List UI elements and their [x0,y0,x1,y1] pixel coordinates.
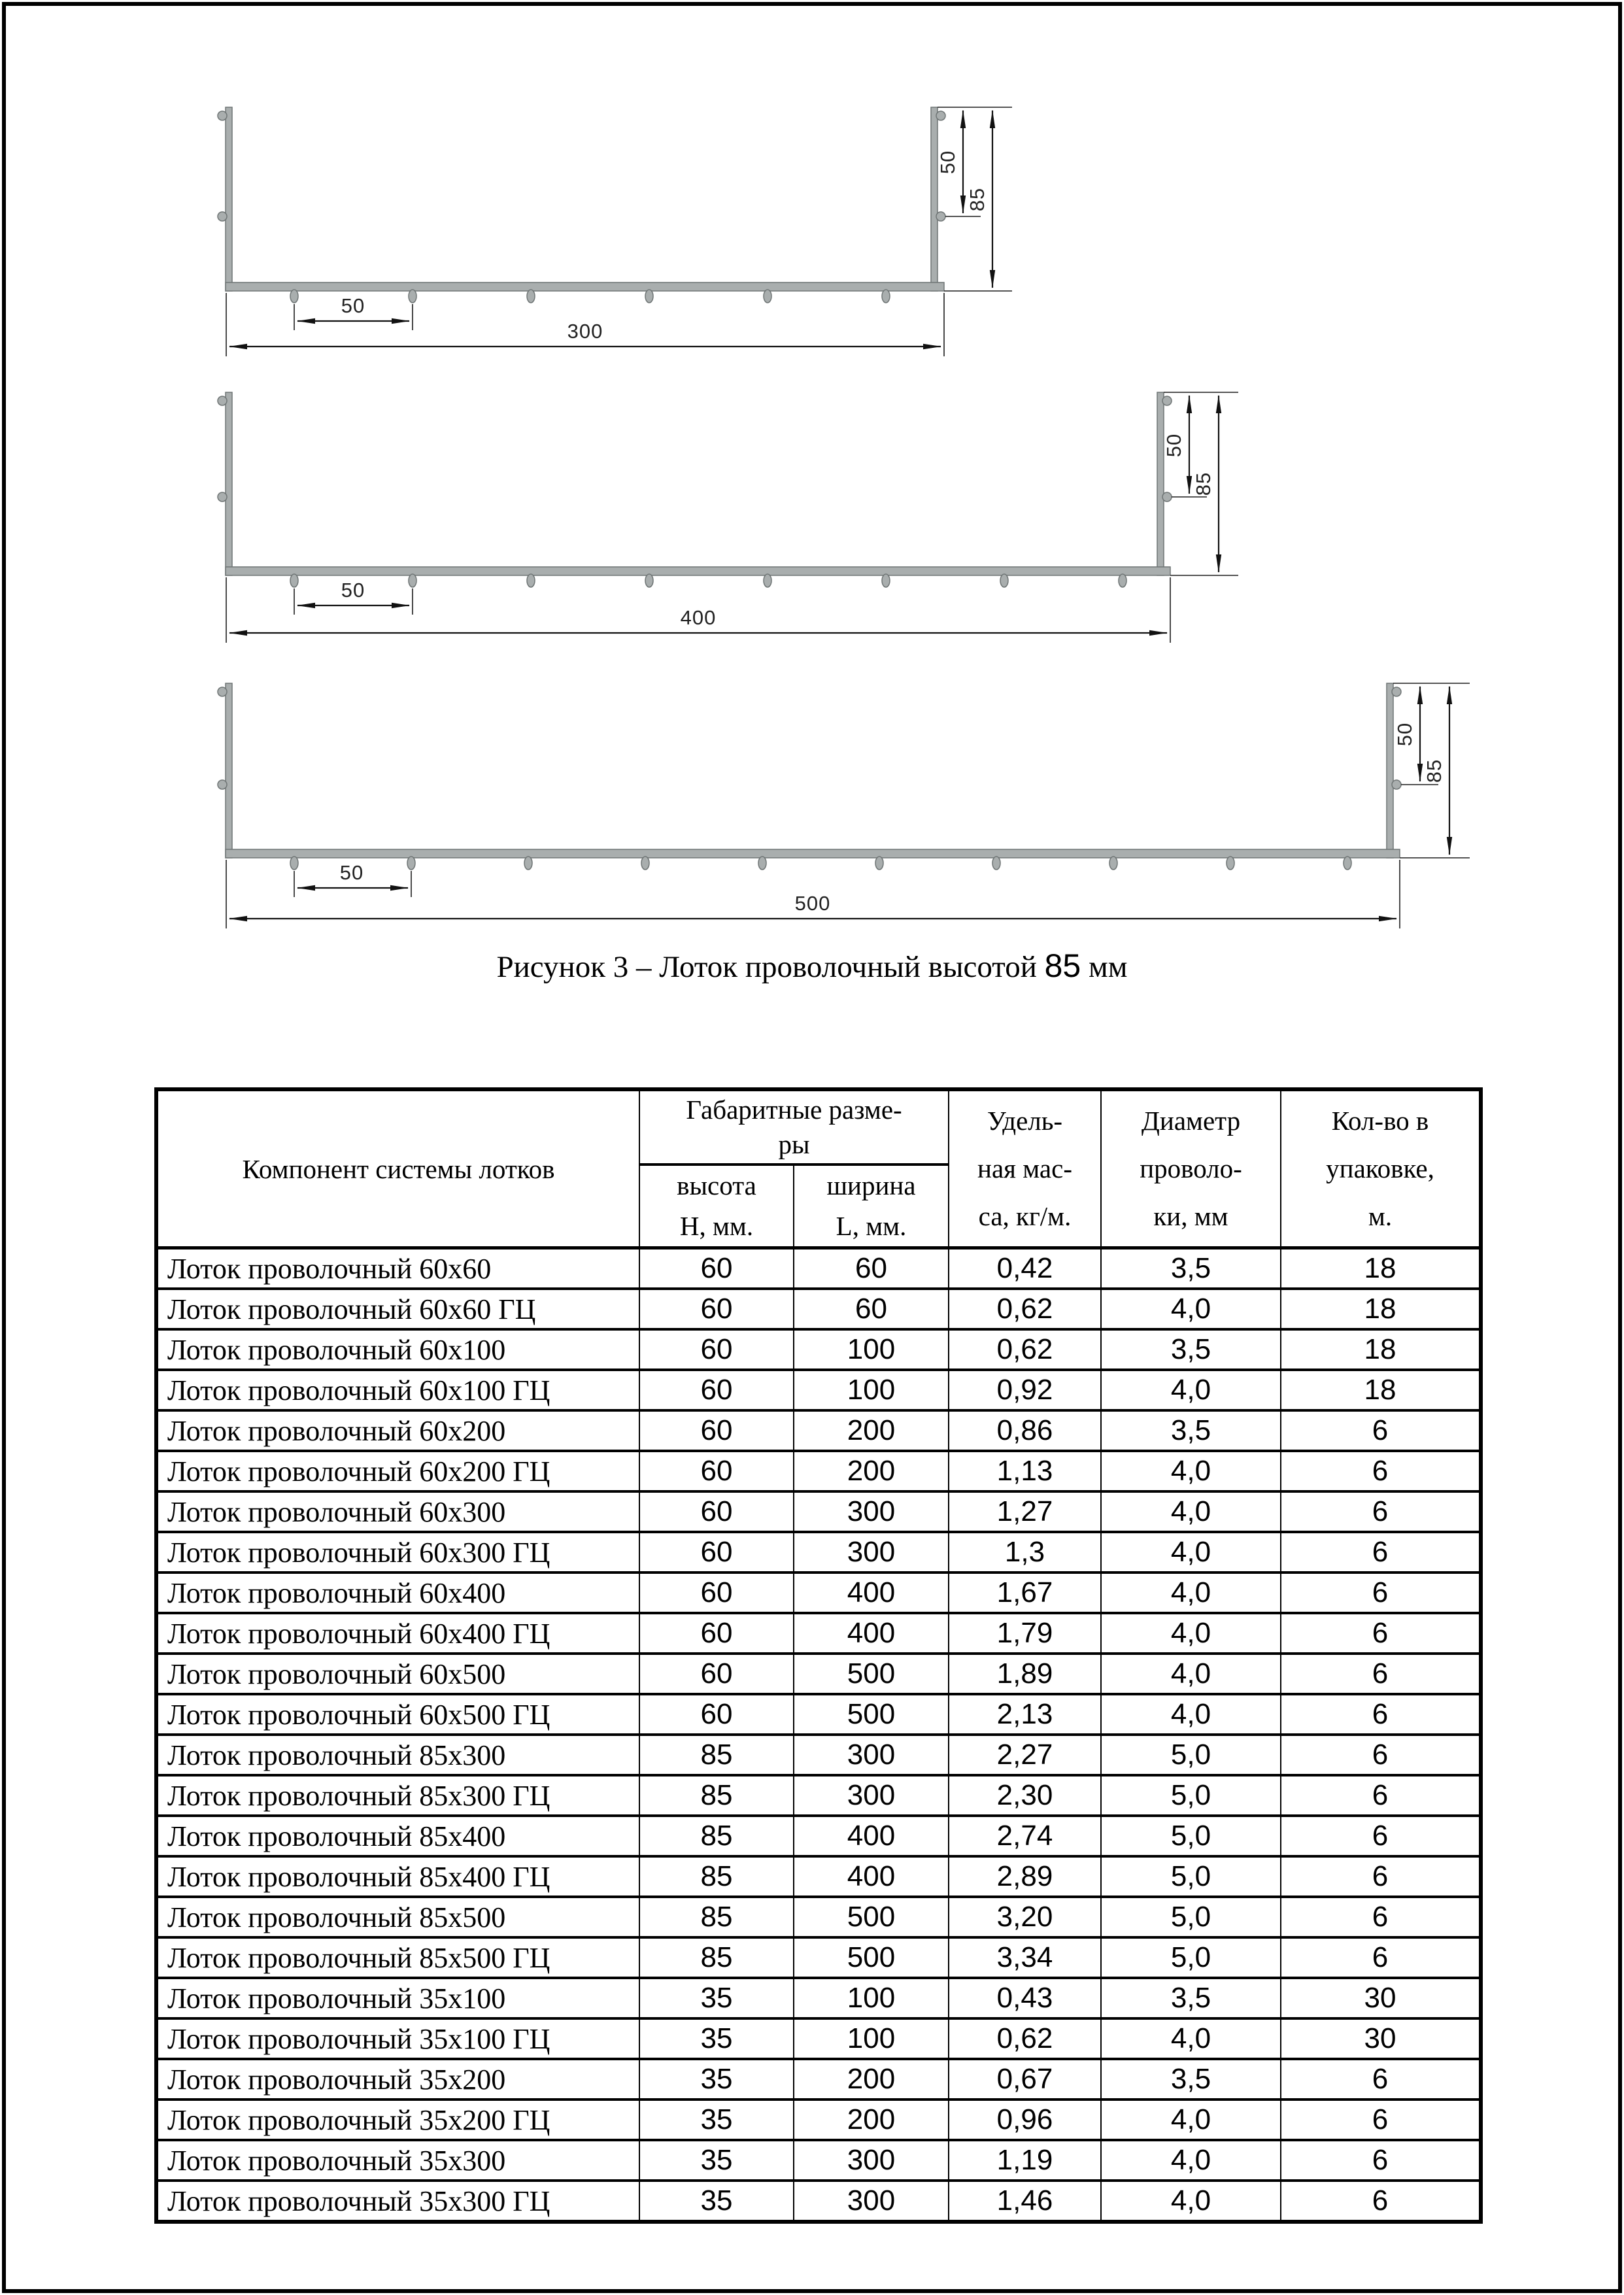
mass-value: 2,13 [949,1694,1101,1735]
width-value: 500 [794,1937,949,1978]
width-value: 200 [794,2100,949,2140]
header-mass [949,1089,1101,1248]
dim-label-height-85: 85 [1192,471,1215,496]
mass-value: 1,89 [949,1654,1101,1694]
diameter-value: 4,0 [1101,1370,1281,1410]
mass-value: 0,42 [949,1248,1101,1289]
figure-drawings [0,0,1624,955]
package-value: 6 [1281,2140,1481,2181]
package-value: 6 [1281,1897,1481,1937]
diameter-value: 5,0 [1101,1816,1281,1856]
table-row [156,1775,1481,1816]
header-width [794,1164,949,1248]
width-value: 200 [794,1410,949,1451]
height-value: 60 [639,1654,794,1694]
dim-label-upper-50: 50 [1162,433,1185,458]
component-name: Лоток проволочный 35х100 [156,1978,639,2018]
header-line: Удель- [987,1106,1063,1136]
width-value: 60 [794,1289,949,1329]
table-row [156,1978,1481,2018]
header-line: м. [1368,1200,1393,1231]
package-value: 6 [1281,1816,1481,1856]
header-line: ная мас- [977,1153,1072,1184]
component-name: Лоток проволочный 35х300 ГЦ [156,2181,639,2222]
table-row [156,1248,1481,1289]
height-value: 60 [639,1410,794,1451]
table-row [156,1937,1481,1978]
height-value: 60 [639,1451,794,1491]
header-package-qty [1281,1089,1481,1248]
table-row [156,2018,1481,2059]
package-value: 18 [1281,1370,1481,1410]
header-line: высота [677,1170,756,1200]
diameter-value: 4,0 [1101,1289,1281,1329]
component-name: Лоток проволочный 85х500 [156,1897,639,1937]
tray-drawing-400 [218,392,1238,643]
diameter-value: 4,0 [1101,1654,1281,1694]
height-value: 60 [639,1491,794,1532]
wire-hooks [218,687,1401,789]
mass-value: 1,27 [949,1491,1101,1532]
dim-label-width-400: 400 [680,606,717,629]
component-name: Лоток проволочный 35х300 [156,2140,639,2181]
diameter-value: 3,5 [1101,1248,1281,1289]
diameter-value: 3,5 [1101,1410,1281,1451]
tray-cross-section [218,392,1172,587]
height-value: 85 [639,1937,794,1978]
width-value: 500 [794,1897,949,1937]
component-name: Лоток проволочный 60х500 [156,1654,639,1694]
table-row [156,2181,1481,2222]
table-row [156,2059,1481,2100]
header-line: проволо- [1140,1153,1242,1184]
dim-label-height-85: 85 [966,187,989,212]
tray-left-wall [226,392,232,575]
package-value: 6 [1281,1532,1481,1572]
dim-label-upper-50: 50 [936,150,959,175]
height-value: 60 [639,1289,794,1329]
table-body [156,1248,1481,2222]
header-line: ширина [826,1170,916,1200]
header-line: ры [778,1129,810,1159]
tray-right-wall [1387,683,1393,858]
mass-value: 1,46 [949,2181,1101,2222]
diameter-value: 3,5 [1101,1329,1281,1370]
component-name: Лоток проволочный 85х300 ГЦ [156,1775,639,1816]
table-row [156,1410,1481,1451]
caption-text: Рисунок 3 – Лоток проволочный высотой [496,950,1045,984]
package-value: 6 [1281,1937,1481,1978]
mass-value: 0,92 [949,1370,1101,1410]
diameter-value: 4,0 [1101,2181,1281,2222]
width-value: 200 [794,2059,949,2100]
package-value: 18 [1281,1248,1481,1289]
diameter-value: 4,0 [1101,1451,1281,1491]
header-wire-diameter [1101,1089,1281,1248]
extension-lines [226,683,1470,928]
header-line: Кол-во в [1331,1106,1429,1136]
tray-right-wall [1157,392,1164,575]
diameter-value: 3,5 [1101,1978,1281,2018]
header-line: L, мм. [836,1210,907,1241]
width-value: 300 [794,2181,949,2222]
width-value: 500 [794,1654,949,1694]
package-value: 6 [1281,1654,1481,1694]
mass-value: 1,19 [949,2140,1101,2181]
width-value: 100 [794,1329,949,1370]
mass-value: 0,43 [949,1978,1101,2018]
wire-hooks [218,111,945,221]
width-value: 300 [794,1735,949,1775]
diameter-value: 4,0 [1101,1532,1281,1572]
mass-value: 0,67 [949,2059,1101,2100]
width-value: 300 [794,2140,949,2181]
component-name: Лоток проволочный 60х60 [156,1248,639,1289]
height-value: 60 [639,1572,794,1613]
header-line: ки, мм [1153,1200,1228,1231]
dim-label-pitch-50: 50 [341,294,365,317]
dim-label-pitch-50: 50 [341,579,365,602]
package-value: 6 [1281,1410,1481,1451]
diameter-value: 3,5 [1101,2059,1281,2100]
table-row [156,1816,1481,1856]
width-value: 400 [794,1856,949,1897]
component-name: Лоток проволочный 85х400 [156,1816,639,1856]
diameter-value: 4,0 [1101,2018,1281,2059]
mass-value: 0,62 [949,1329,1101,1370]
height-value: 85 [639,1775,794,1816]
table-header [156,1089,1481,1248]
height-value: 35 [639,2059,794,2100]
package-value: 6 [1281,1856,1481,1897]
tray-drawing-300 [218,107,1012,356]
table-row [156,1654,1481,1694]
tray-cross-section [218,683,1401,870]
header-line: H, мм. [679,1210,754,1241]
height-value: 85 [639,1735,794,1775]
dim-label-upper-50: 50 [1393,722,1416,747]
caption-number: 85 [1044,947,1081,984]
height-value: 85 [639,1897,794,1937]
diameter-value: 5,0 [1101,1735,1281,1775]
height-value: 35 [639,2140,794,2181]
tray-cross-section [218,107,945,303]
height-value: 60 [639,1694,794,1735]
dim-label-height-85: 85 [1423,758,1446,783]
width-value: 400 [794,1572,949,1613]
package-value: 6 [1281,1694,1481,1735]
width-value: 400 [794,1613,949,1654]
package-value: 6 [1281,1451,1481,1491]
mass-value: 0,62 [949,1289,1101,1329]
package-value: 6 [1281,2100,1481,2140]
height-value: 60 [639,1370,794,1410]
mass-value: 0,62 [949,2018,1101,2059]
table-row [156,1451,1481,1491]
mass-value: 1,67 [949,1572,1101,1613]
tray-right-wall [931,107,938,291]
header-component: Компонент системы лотков [156,1089,639,1248]
table-row [156,1613,1481,1654]
tray-left-wall [226,683,232,858]
component-name: Лоток проволочный 85х500 ГЦ [156,1937,639,1978]
component-name: Лоток проволочный 60х300 ГЦ [156,1532,639,1572]
dimension-lines [229,396,1219,633]
height-value: 60 [639,1329,794,1370]
wire-bumps [290,857,1351,870]
width-value: 500 [794,1694,949,1735]
component-name: Лоток проволочный 60х200 [156,1410,639,1451]
diameter-value: 4,0 [1101,1613,1281,1654]
mass-value: 3,34 [949,1937,1101,1978]
package-value: 6 [1281,1775,1481,1816]
dimension-lines [229,687,1449,919]
diameter-value: 5,0 [1101,1775,1281,1816]
header-line: Диаметр [1141,1106,1241,1136]
height-value: 35 [639,2181,794,2222]
diameter-value: 4,0 [1101,1572,1281,1613]
table-row [156,1897,1481,1937]
component-name: Лоток проволочный 85х400 ГЦ [156,1856,639,1897]
component-name: Лоток проволочный 85х300 [156,1735,639,1775]
package-value: 6 [1281,2181,1481,2222]
wire-bumps [290,574,1126,587]
package-value: 6 [1281,1491,1481,1532]
package-value: 6 [1281,1735,1481,1775]
diameter-value: 5,0 [1101,1856,1281,1897]
package-value: 6 [1281,1572,1481,1613]
width-value: 300 [794,1491,949,1532]
mass-value: 1,79 [949,1613,1101,1654]
header-line: Габаритные разме- [686,1094,902,1125]
spec-table [154,1087,1483,2224]
table-row [156,2100,1481,2140]
wire-hooks [218,396,1172,502]
mass-value: 2,74 [949,1816,1101,1856]
component-name: Лоток проволочный 60х300 [156,1491,639,1532]
height-value: 85 [639,1816,794,1856]
mass-value: 0,86 [949,1410,1101,1451]
component-name: Лоток проволочный 60х100 [156,1329,639,1370]
tray-bottom [226,567,1170,575]
tray-bottom [226,282,944,291]
width-value: 100 [794,2018,949,2059]
component-name: Лоток проволочный 35х200 ГЦ [156,2100,639,2140]
wire-bumps [290,290,890,303]
header-line: са, кг/м. [978,1200,1072,1231]
table-row [156,1370,1481,1410]
diameter-value: 5,0 [1101,1937,1281,1978]
mass-value: 2,30 [949,1775,1101,1816]
height-value: 35 [639,2100,794,2140]
mass-value: 2,27 [949,1735,1101,1775]
width-value: 300 [794,1532,949,1572]
package-value: 18 [1281,1289,1481,1329]
height-value: 60 [639,1532,794,1572]
header-line: упаковке, [1326,1153,1434,1184]
table-row [156,1532,1481,1572]
width-value: 100 [794,1978,949,2018]
height-value: 35 [639,1978,794,2018]
extension-lines [226,107,1012,356]
width-value: 60 [794,1248,949,1289]
dim-label-width-500: 500 [794,892,831,915]
width-value: 400 [794,1816,949,1856]
tray-bottom [226,849,1400,858]
diameter-value: 4,0 [1101,2100,1281,2140]
diameter-value: 5,0 [1101,1897,1281,1937]
height-value: 60 [639,1248,794,1289]
width-value: 200 [794,1451,949,1491]
dim-label-pitch-50: 50 [339,861,364,884]
width-value: 300 [794,1775,949,1816]
width-value: 100 [794,1370,949,1410]
diameter-value: 4,0 [1101,1694,1281,1735]
table-row [156,1491,1481,1532]
component-name: Лоток проволочный 35х200 [156,2059,639,2100]
header-height [639,1164,794,1248]
figure-caption [0,947,1624,985]
mass-value: 3,20 [949,1897,1101,1937]
height-value: 85 [639,1856,794,1897]
diameter-value: 4,0 [1101,1491,1281,1532]
mass-value: 1,13 [949,1451,1101,1491]
table-row [156,1856,1481,1897]
table-row [156,1329,1481,1370]
tray-drawing-500 [218,683,1470,928]
package-value: 6 [1281,2059,1481,2100]
component-name: Лоток проволочный 60х100 ГЦ [156,1370,639,1410]
diameter-value: 4,0 [1101,2140,1281,2181]
component-name: Лоток проволочный 60х400 ГЦ [156,1613,639,1654]
tray-left-wall [226,107,232,291]
table-row [156,2140,1481,2181]
height-value: 35 [639,2018,794,2059]
mass-value: 0,96 [949,2100,1101,2140]
component-name: Лоток проволочный 60х400 [156,1572,639,1613]
mass-value: 1,3 [949,1532,1101,1572]
component-name: Лоток проволочный 60х200 ГЦ [156,1451,639,1491]
component-name: Лоток проволочный 60х60 ГЦ [156,1289,639,1329]
package-value: 6 [1281,1613,1481,1654]
table-row [156,1735,1481,1775]
dim-label-width-300: 300 [567,320,603,343]
caption-units: мм [1081,950,1128,984]
component-name: Лоток проволочный 35х100 ГЦ [156,2018,639,2059]
mass-value: 2,89 [949,1856,1101,1897]
package-value: 30 [1281,2018,1481,2059]
package-value: 30 [1281,1978,1481,2018]
table-row [156,1694,1481,1735]
header-dimensions-group [639,1089,949,1164]
package-value: 18 [1281,1329,1481,1370]
height-value: 60 [639,1613,794,1654]
table-row [156,1289,1481,1329]
component-name: Лоток проволочный 60х500 ГЦ [156,1694,639,1735]
table-row [156,1572,1481,1613]
